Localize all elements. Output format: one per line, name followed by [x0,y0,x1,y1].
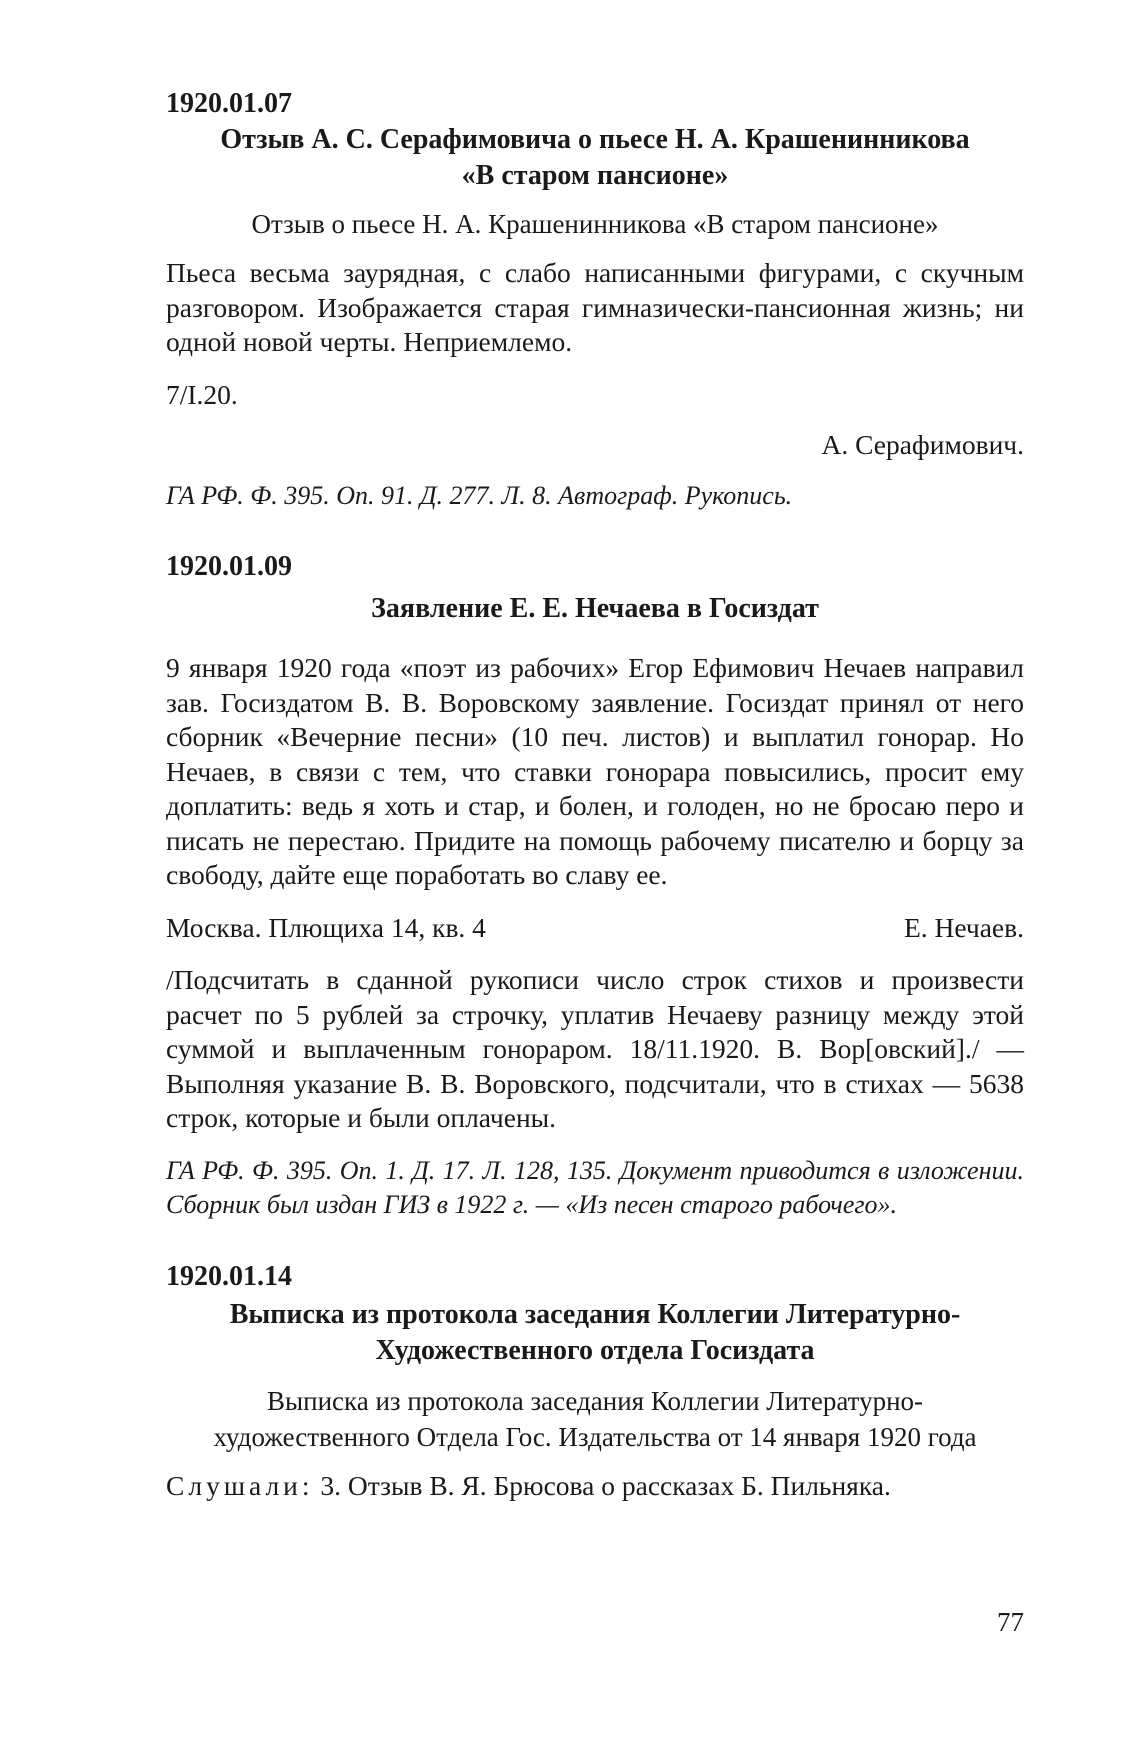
entry-source: ГА РФ. Ф. 395. Оп. 91. Д. 277. Л. 8. Автограф. Рукопись. [166,480,793,510]
entry-subtitle [166,1383,1024,1455]
entry-signature: А. Серафимович. [821,429,1024,460]
entry-date: 1920.01.07 [166,88,292,119]
entry-heading [166,1297,1024,1369]
entry-date: 1920.01.09 [166,551,292,582]
entry-address-line [166,911,1024,946]
entry-heading [166,122,1024,194]
document-entry [166,549,1024,1223]
entry-body: Пьеса весьма заурядная, с слабо написанными фигурами, с скучным разговором. Изображается старая гимназически-пансионная жизнь; ни одной новой черты. Неприемлемо. [166,257,1024,357]
entry-heading-line: «В старом пансионе» [461,160,729,191]
entry-heading: Заявление Е. Е. Нечаева в Госиздат [371,593,819,624]
entry-heading-line: Отзыв А. С. Серафимовича о пьесе Н. А. Крашенинникова [220,124,970,155]
document-entry [166,86,1024,513]
entry-heard-label: Слушали: [166,1469,314,1501]
entry-heard-text: 3. Отзыв В. Я. Брюсова о рассказах Б. Пильняка. [313,1469,891,1501]
entry-subtitle-line: художественного Отдела Гос. Издательства от 14 января 1920 года [213,1421,977,1452]
entry-heading-line: Художественного отдела Госиздата [375,1334,815,1366]
entry-dated: 7/I.20. [166,378,238,410]
entry-heading-line: Выписка из протокола заседания Коллегии Литературно- [229,1298,961,1330]
document-entry [166,1259,1024,1504]
entry-subtitle: Отзыв о пьесе Н. А. Крашенинникова «В старом пансионе» [251,209,939,239]
entry-signature: Е. Нечаев. [903,911,1024,943]
entry-body: 9 января 1920 года «поэт из рабочих» Егор Ефимович Нечаев направил зав. Госиздатом В. В. Воровскому заявление. Госиздат принял от него сборник «Вечерние песни» (10 печ. листов) и выплатил гонорар. Но Нечаев, в связи с тем, что ставки гонорара повысились, просит ему доплатить: ведь я хоть и стар, и болен, и голоден, но не бросаю перо и писать не перестаю. Придите на помощь рабочему писателю и борцу за свободу, дайте еще поработать во славу ее. [166,652,1024,890]
entry-date: 1920.01.14 [166,1260,292,1292]
entry-subtitle-line: Выписка из протокола заседания Коллегии Литературно- [266,1385,924,1416]
page-number: 77 [997,1607,1024,1637]
page-content [166,86,1024,1503]
entry-address: Москва. Плющиха 14, кв. 4 [166,911,486,943]
entry-resolution: /Подсчитать в сданной рукописи число строк стихов и произвести расчет по 5 рублей за строчку, уплатив Нечаеву разницу между этой суммой и выплаченным гонораром. 18/11.1920. В. Вор[овский]./ — Выполняя указание В. В. Воровского, подсчитали, что в стихах — 5638 строк, которые и были оплачены. [166,964,1024,1133]
entry-heard [166,1469,1024,1504]
entry-source: ГА РФ. Ф. 395. Оп. 1. Д. 17. Л. 128, 135. Документ приводится в изложении. Сборник был издан ГИЗ в 1922 г. — «Из песен старого рабочего». [166,1155,1024,1219]
